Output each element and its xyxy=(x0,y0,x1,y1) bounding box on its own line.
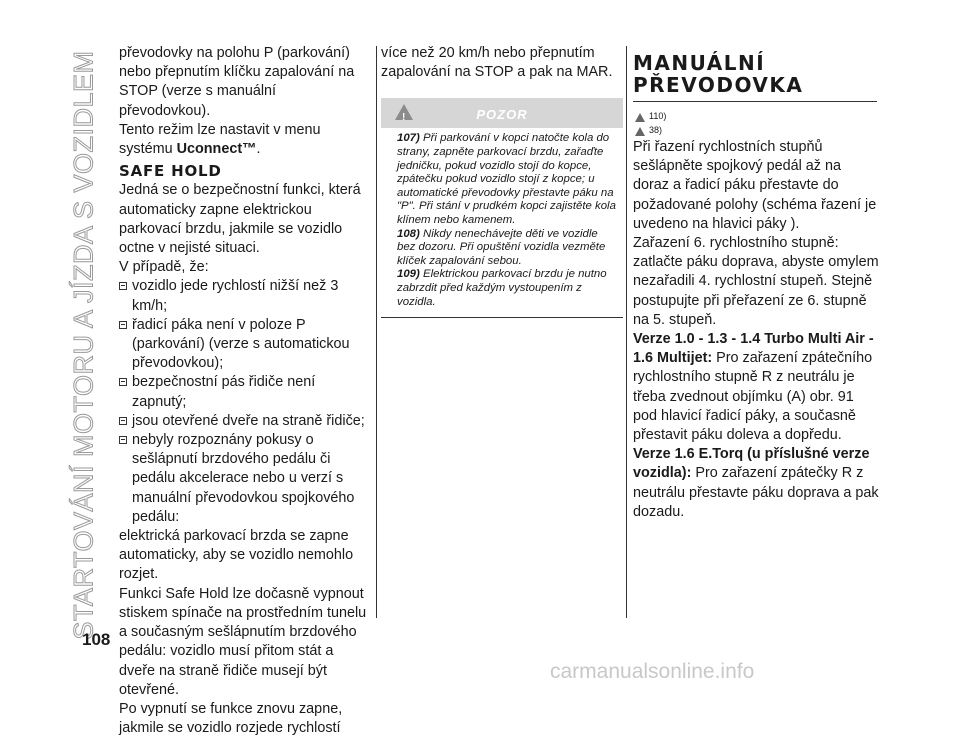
warning-item xyxy=(397,228,617,269)
paragraph xyxy=(633,330,879,445)
paragraph-text: Pro zařazení zpátečky R z neutrálu přestavte páku doprava a pak dozadu. xyxy=(633,465,879,520)
intro-line: Tento režim lze nastavit v menu xyxy=(119,121,321,138)
list-item xyxy=(119,277,367,315)
paragraph-text: Pro zařazení zpátečního rychlostního stupně R z neutrálu je třeba zvednout objímku (A) obr. 91 pod hlavicí řadicí páky, a současně přestavit páku doleva a dopředu. xyxy=(633,350,873,444)
warning-item xyxy=(397,268,617,309)
paragraph: Zařazení 6. rychlostního stupně: zatlačte páku doprava, abyste omylem nezařadili 4. rychlostní stupeň. Stejně postupujte při přeřazení ze 6. stupně na 5. stupeň. xyxy=(633,235,879,328)
list-item xyxy=(119,412,367,431)
warning-box xyxy=(381,98,623,318)
caution-triangle-icon xyxy=(635,127,645,136)
version-heading: Verze 1.6 E.Torq (u příslušné verze vozidla): xyxy=(633,446,870,482)
watermark: carmanualsonline.info xyxy=(550,660,755,683)
column-3 xyxy=(633,44,879,522)
warning-number: 107) xyxy=(397,132,420,145)
chapter-title-line: PŘEVODOVKA xyxy=(633,73,804,97)
chapter-rule xyxy=(633,101,877,102)
intro-prefix: systému xyxy=(119,141,177,158)
list-item-text: bezpečnostní pás řidiče není zapnutý; xyxy=(132,374,316,410)
warning-text: Elektrickou parkovací brzdu je nutno zabrzdit před každým vystoupením z vozidla. xyxy=(397,268,607,308)
checkbox-bullet-icon xyxy=(119,321,127,329)
column-divider xyxy=(626,46,627,618)
paragraph: V případě, že: xyxy=(119,259,209,276)
reference-number: 38) xyxy=(649,125,663,136)
reference-row xyxy=(633,124,879,138)
warning-number: 108) xyxy=(397,227,420,240)
list-item-text: řadicí páka není v poloze P (parkování) (verze s automatickou převodovkou); xyxy=(132,316,350,372)
intro-suffix: . xyxy=(256,141,261,158)
checkbox-bullet-icon xyxy=(119,378,127,386)
column-divider xyxy=(376,46,377,618)
reference-number: 110) xyxy=(649,111,667,122)
intro-line: nebo přepnutím klíčku zapalování na xyxy=(119,64,355,81)
paragraph: více než 20 km/h nebo přepnutím zapalování na STOP a pak na MAR. xyxy=(381,45,613,81)
paragraph xyxy=(633,445,879,522)
list-item xyxy=(119,373,367,411)
intro-line: převodovky na polohu P (parkování) xyxy=(119,45,350,61)
list-item xyxy=(119,431,367,527)
list-item-text: vozidlo jede rychlostí nižší než 3 km/h; xyxy=(132,278,339,314)
reference-row xyxy=(633,110,879,124)
warning-triangle-icon xyxy=(635,113,645,122)
warning-title: POZOR xyxy=(476,107,528,123)
version-heading: Verze 1.0 - 1.3 - 1.4 Turbo Multi Air - 1.6 Multijet: xyxy=(633,331,874,367)
checkbox-bullet-icon xyxy=(119,282,127,290)
section-title-safe-hold: SAFE HOLD xyxy=(119,162,222,181)
checkbox-bullet-icon xyxy=(119,436,127,444)
uconnect-term: Uconnect™ xyxy=(176,141,257,158)
page-number: 108 xyxy=(82,630,111,649)
warning-text: Při parkování v kopci natočte kola do strany, zapněte parkovací brzdu, zařaďte jedničku, pokud vozidlo stojí do kopce, zpátečku pokud vozidlo stojí z kopce; u automatické převodovky přestavte páku na "P". Při stání v prudkém kopci zajistěte kola klínem nebo kamenem. xyxy=(397,132,616,226)
column-1 xyxy=(119,44,367,738)
warning-header xyxy=(381,98,623,128)
warning-item xyxy=(397,132,617,227)
warning-number: 109) xyxy=(397,268,420,281)
paragraph: Jedná se o bezpečnostní funkci, která automaticky zapne elektrickou parkovací brzdu, jakmile se vozidlo octne v nejisté situaci. xyxy=(119,182,361,257)
warning-text: Nikdy nenechávejte děti ve vozidle bez dozoru. Při opuštění vozidla vezměte klíček zapalování sebou. xyxy=(397,227,606,267)
warning-body xyxy=(381,128,623,317)
paragraph: Při řazení rychlostních stupňů sešlápněte spojkový pedál až na doraz a řadicí páku přestavte do požadované polohy (schéma řazení je uvedeno na hlavici páky ). xyxy=(633,139,877,232)
paragraph: Funkci Safe Hold lze dočasně vypnout stiskem spínače na prostředním tunelu a současným sešlápnutím brzdového pedálu: vozidlo musí přitom stát a dveře na straně řidiče musejí být otevřené. xyxy=(119,585,367,698)
paragraph: Po vypnutí se funkce znovu zapne, jakmile se vozidlo rozjede rychlostí xyxy=(119,700,343,737)
list-item-text: jsou otevřené dveře na straně řidiče; xyxy=(132,412,365,429)
chapter-title xyxy=(633,52,879,96)
chapter-side-title: STARTOVÁNÍ MOTORU A JÍZDA S VOZIDLEM xyxy=(68,50,99,640)
intro-line: STOP (verze s manuální převodovkou). xyxy=(119,83,277,119)
checkbox-bullet-icon xyxy=(119,417,127,425)
chapter-title-line: MANUÁLNÍ xyxy=(633,51,766,75)
list-item-text: nebyly rozpoznány pokusy o sešlápnutí brzdového pedálu či pedálu akcelerace nebo u verzí s manuální převodovkou spojkového pedálu: xyxy=(132,432,355,525)
column-2 xyxy=(381,44,623,318)
list-item xyxy=(119,316,367,374)
intro-line xyxy=(119,140,367,159)
paragraph: elektrická parkovací brzda se zapne automaticky, aby se vozidlo nemohlo rozjet. xyxy=(119,528,354,583)
exclamation-icon: ! xyxy=(402,112,406,124)
